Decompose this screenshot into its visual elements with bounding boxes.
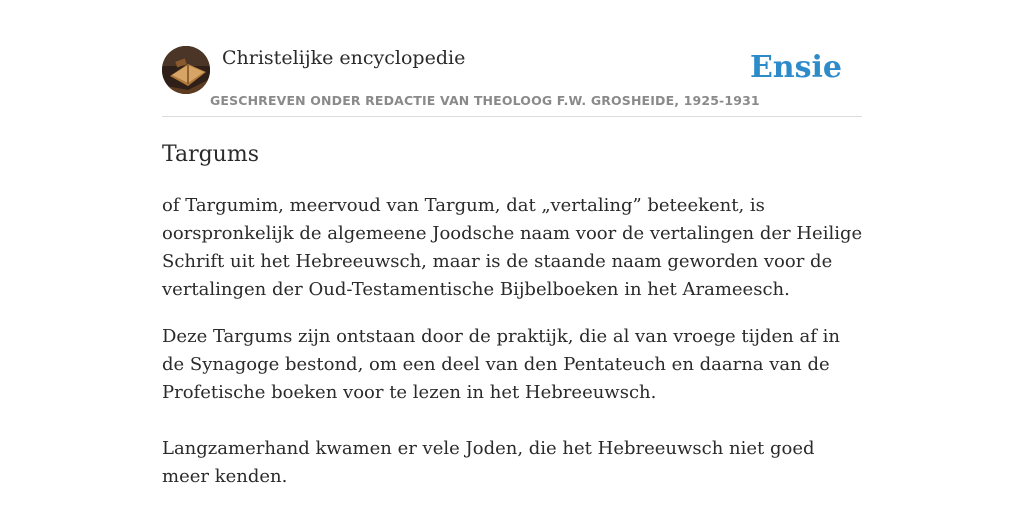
ensie-logo[interactable]: Ensie [749, 50, 842, 85]
article-paragraph: Langzamerhand kwamen er vele Joden, die het Hebreeuwsch niet goed meer kenden. [162, 438, 815, 487]
encyclopedia-book-avatar-icon[interactable] [162, 46, 210, 94]
article [162, 138, 867, 491]
article-paragraph: Deze Targums zijn ontstaan door de praktijk, die al van vroege tijden af in de Synagoge bestond, om een deel van den Pentateuch en daarna van de Profetische boeken voor te lezen in het Hebreeuwsch. [162, 326, 840, 403]
site-title[interactable]: Christelijke encyclopedie [222, 47, 466, 69]
site-subtitle: GESCHREVEN ONDER REDACTIE VAN THEOLOOG F.W. GROSHEIDE, 1925-1931 [210, 93, 760, 108]
site-header [162, 46, 862, 117]
article-paragraph: of Targumim, meervoud van Targum, dat „vertaling” beteekent, is oorspronkelijk de algemeene Joodsche naam voor de vertalingen der Heilige Schrift uit het Hebreeuwsch, maar is de staande naam geworden voor de vertalingen der Oud-Testamentische Bijbelboeken in het Arameesch. [162, 195, 863, 300]
article-title: Targums [162, 142, 260, 167]
